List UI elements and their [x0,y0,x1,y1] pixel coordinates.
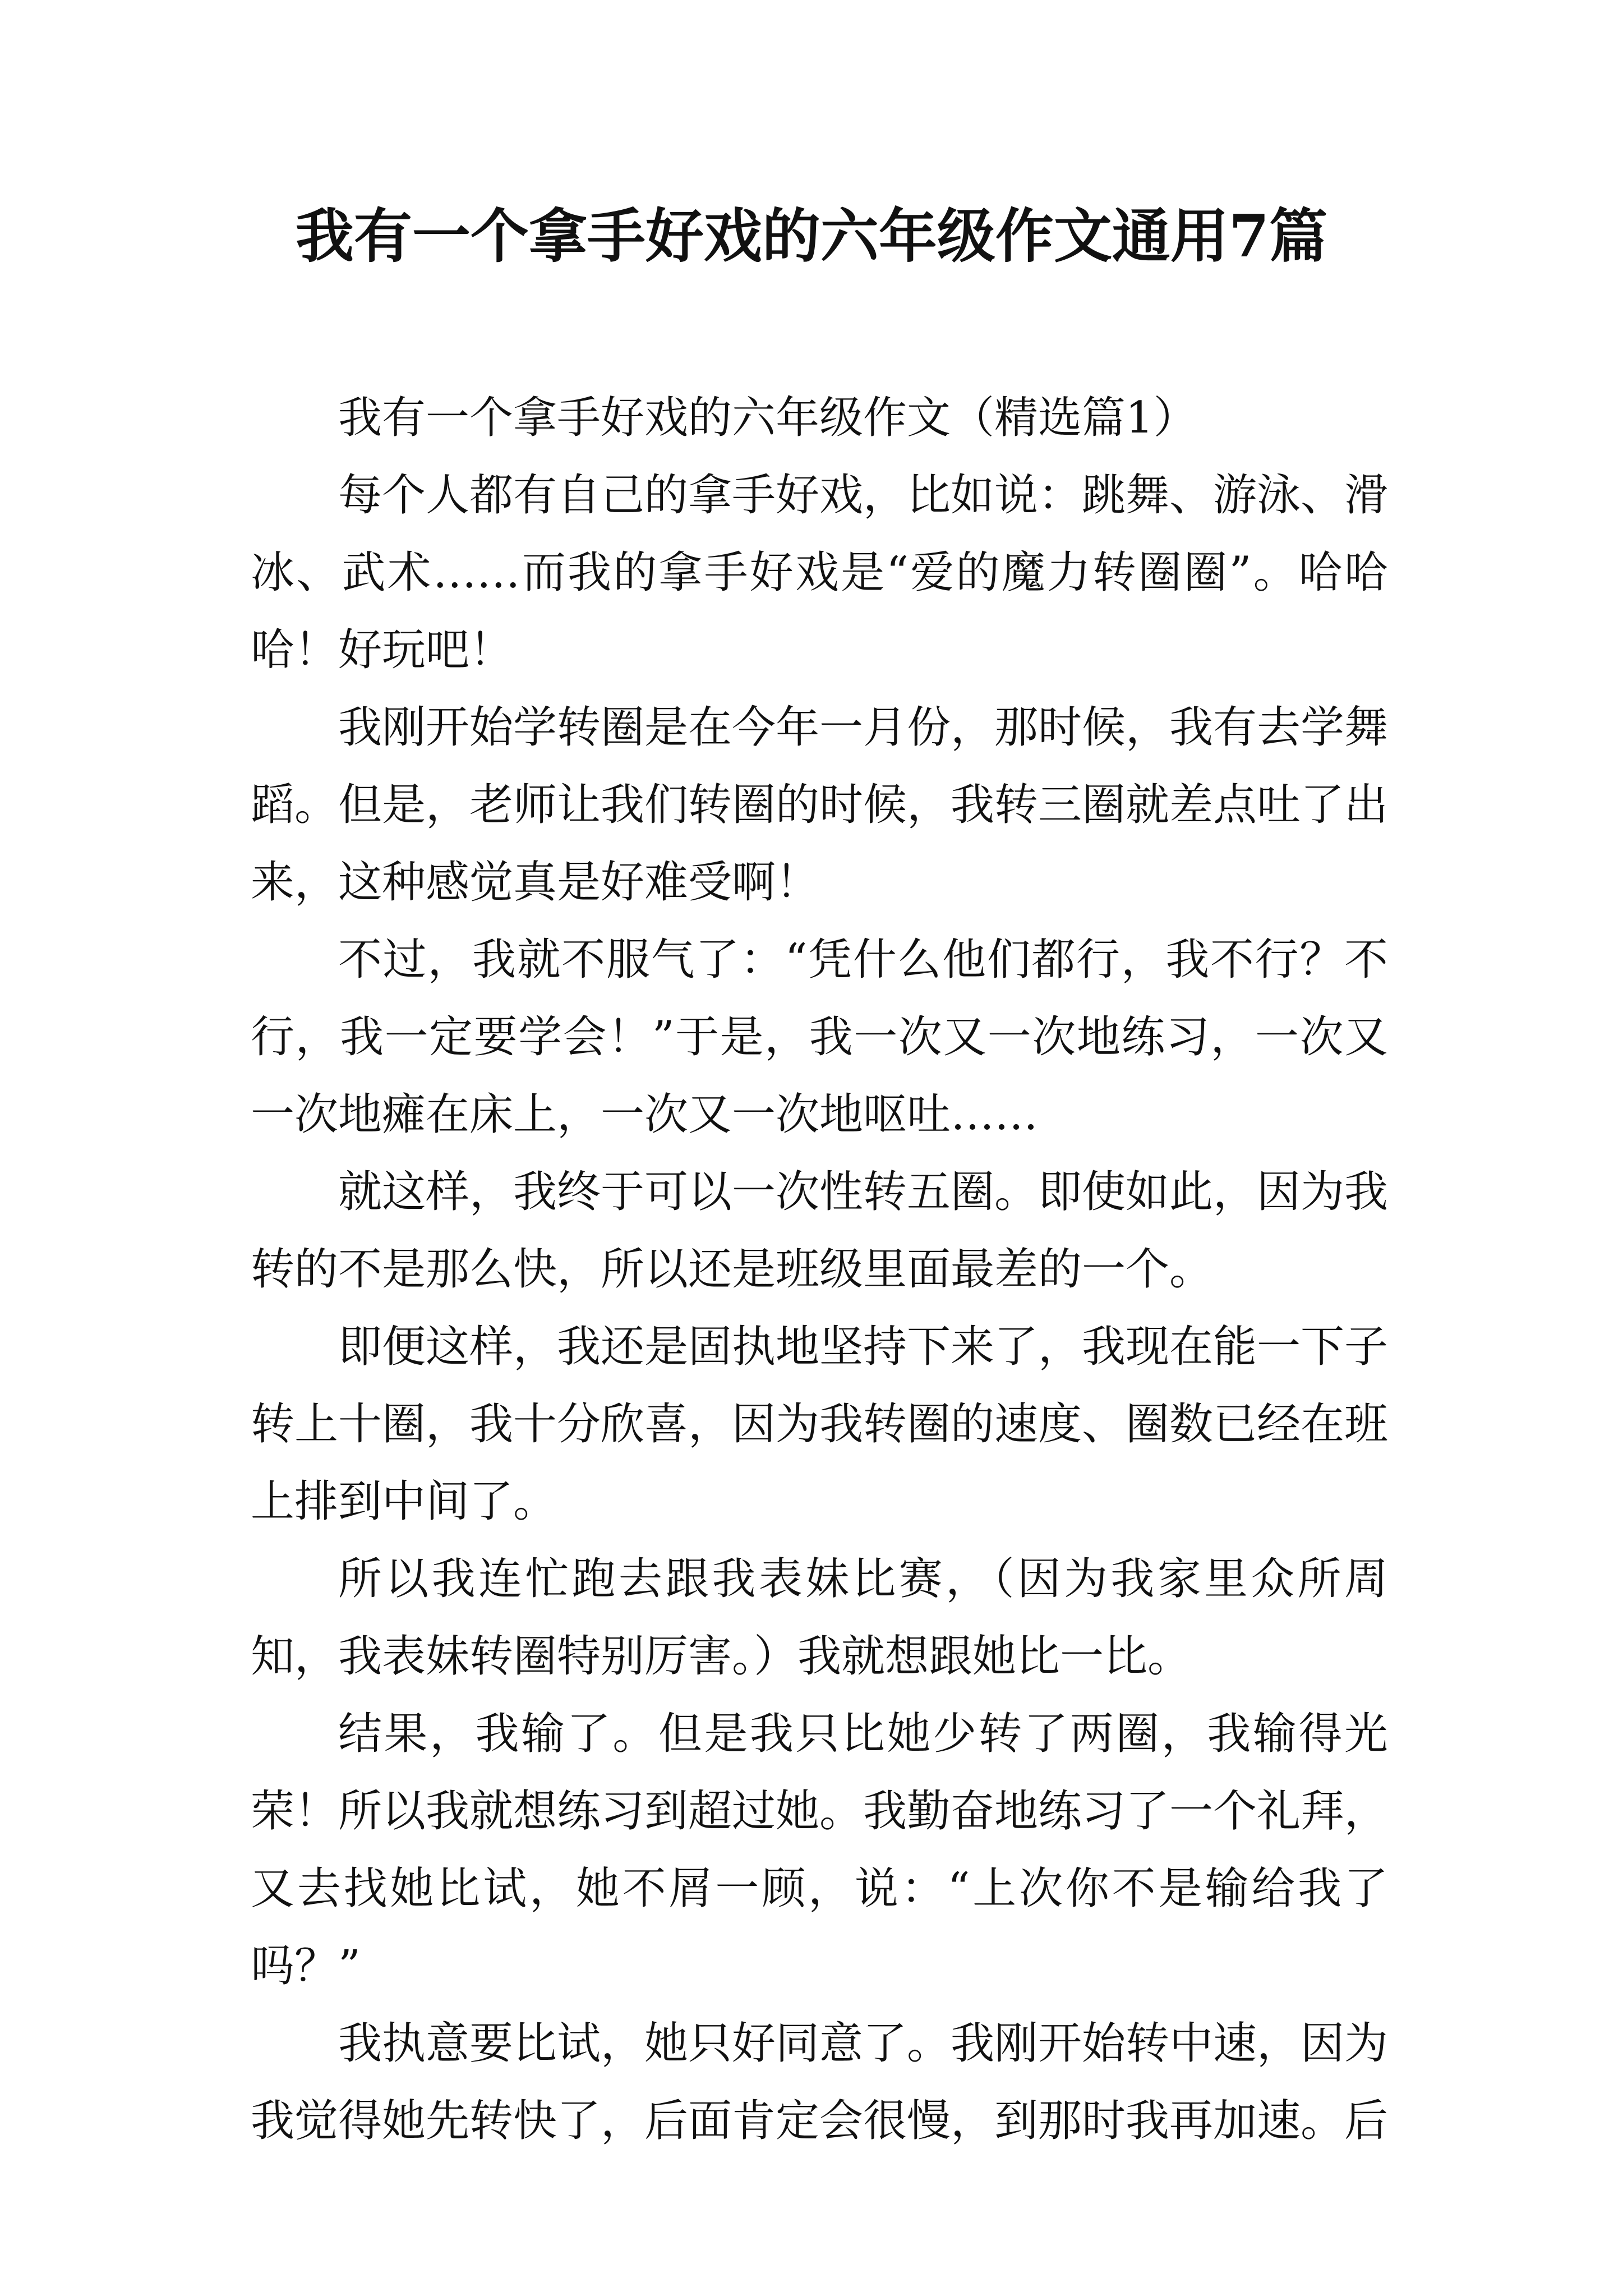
paragraph: 我执意要比试，她只好同意了。我刚开始转中速，因为我觉得她先转快了，后面肯定会很慢，到那时我再加速。后 [251,2018,1388,2146]
paragraph: 我刚开始学转圈是在今年一月份，那时候，我有去学舞蹈。但是，老师让我们转圈的时候，我转三圈就差点吐了出来，这种感觉真是好难受啊！ [251,702,1388,908]
paragraph: 结果，我输了。但是我只比她少转了两圈，我输得光荣！所以我就想练习到超过她。我勤奋地练习了一个礼拜，又去找她比试，她不屑一顾，说：“上次你不是输给我了吗？” [251,1709,1388,1991]
paragraph: 就这样，我终于可以一次性转五圈。即使如此，因为我转的不是那么快，所以还是班级里面最差的一个。 [251,1167,1388,1295]
paragraph: 所以我连忙跑去跟我表妹比赛，（因为我家里众所周知，我表妹转圈特别厉害。）我就想跟她比一比。 [251,1554,1388,1682]
paragraph: 不过，我就不服气了：“凭什么他们都行，我不行？不行，我一定要学会！”于是，我一次又一次地练习，一次又一次地瘫在床上，一次又一次地呕吐…… [251,935,1388,1140]
paragraph: 即便这样，我还是固执地坚持下来了，我现在能一下子转上十圈，我十分欣喜，因为我转圈的速度、圈数已经在班上排到中间了。 [251,1322,1388,1527]
document-title: 我有一个拿手好戏的六年级作文通用7篇 [295,201,1328,270]
section-heading: 我有一个拿手好戏的六年级作文（精选篇1） [338,393,1197,443]
paragraph: 每个人都有自己的拿手好戏，比如说：跳舞、游泳、滑冰、武术……而我的拿手好戏是“爱的魔力转圈圈”。哈哈哈！好玩吧！ [251,470,1388,675]
document-body [251,379,1388,2230]
